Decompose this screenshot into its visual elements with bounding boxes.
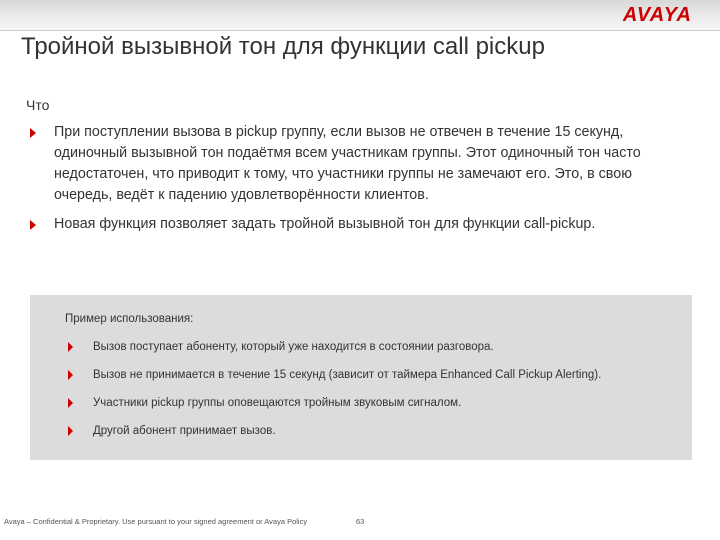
bullet-arrow-icon bbox=[68, 370, 73, 380]
example-box bbox=[30, 295, 692, 460]
example-item-text: Вызов не принимается в течение 15 секунд (зависит от таймера Enhanced Call Pickup Alerting). bbox=[93, 369, 602, 381]
footer-text: Avaya – Confidential & Proprietary. Use pursuant to your signed agreement or Avaya Policy bbox=[4, 517, 308, 526]
bullet-arrow-icon bbox=[68, 398, 73, 408]
bullet-item bbox=[30, 122, 690, 206]
header-divider bbox=[0, 30, 720, 31]
bullet-arrow-icon bbox=[68, 342, 73, 352]
slide-title: Тройной вызывной тон для функции call pickup bbox=[21, 33, 545, 60]
example-item bbox=[68, 424, 601, 452]
bullet-arrow-icon bbox=[30, 128, 36, 138]
example-item bbox=[68, 368, 601, 396]
example-item bbox=[68, 340, 601, 368]
bullet-list bbox=[30, 122, 690, 243]
bullet-arrow-icon bbox=[68, 426, 73, 436]
example-item-text: Участники pickup группы оповещаются тройным звуковым сигналом. bbox=[93, 397, 462, 409]
example-item-text: Другой абонент принимает вызов. bbox=[93, 425, 276, 437]
bullet-arrow-icon bbox=[30, 220, 36, 230]
page-number: 63 bbox=[356, 517, 365, 526]
example-item-text: Вызов поступает абоненту, который уже находится в состоянии разговора. bbox=[93, 341, 494, 353]
avaya-logo: AVAYA bbox=[622, 4, 692, 26]
example-title: Пример использования: bbox=[65, 313, 194, 325]
bullet-text: Новая функция позволяет задать тройной вызывной тон для функции call-pickup. bbox=[54, 216, 596, 232]
bullet-item bbox=[30, 214, 690, 235]
example-list bbox=[68, 340, 601, 452]
section-label: Что bbox=[26, 97, 50, 113]
header-bar bbox=[0, 0, 720, 30]
example-item bbox=[68, 396, 601, 424]
bullet-text: При поступлении вызова в pickup группу, если вызов не отвечен в течение 15 секунд, одиночный вызывной тон подаётмя всем участникам группы. Этот одиночный тон часто недостаточен, что приводит к тому, что участники группы не замечают его. Это, в свою очередь, ведёт к падению удовлетворённости клиентов. bbox=[54, 124, 641, 203]
